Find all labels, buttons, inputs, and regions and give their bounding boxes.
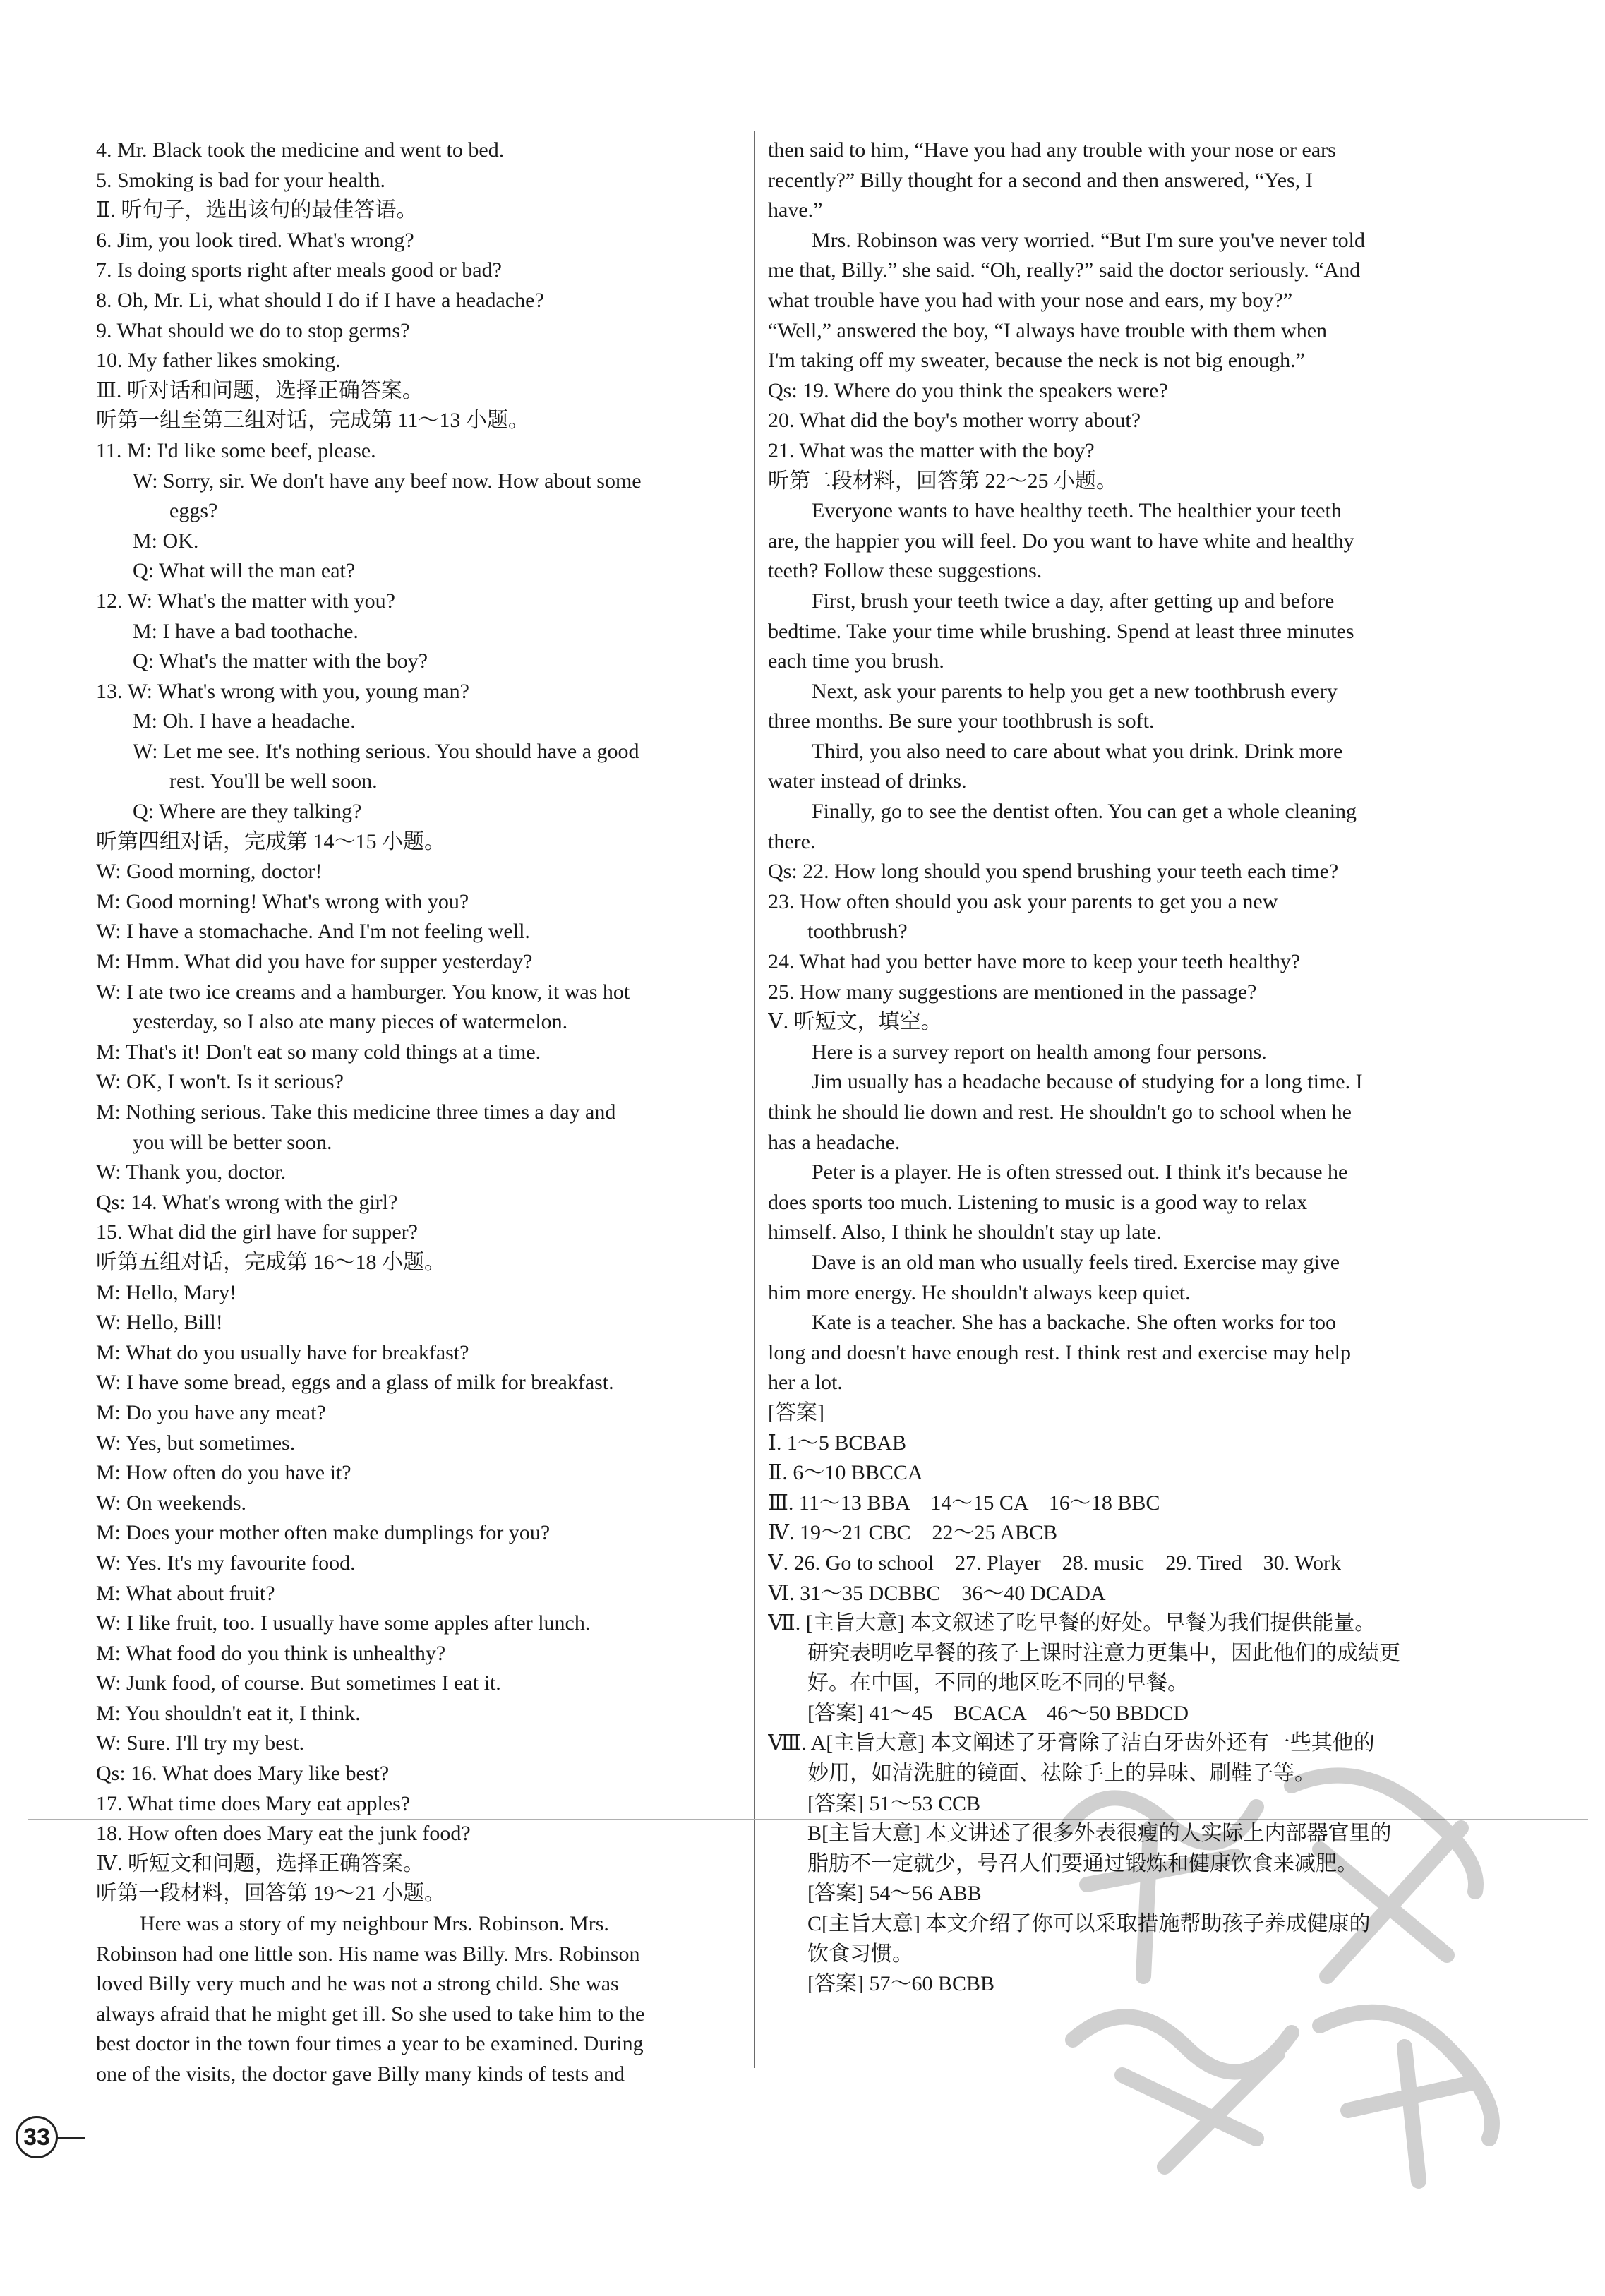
text-line: W: OK, I won't. Is it serious? (96, 1070, 344, 1094)
text-line: 脂肪不一定就少，号召人们要通过锻炼和健康饮食来减肥。 (807, 1851, 1358, 1875)
text-line: M: What do you usually have for breakfast? (96, 1340, 469, 1364)
text-line: Q: What's the matter with the boy? (133, 649, 428, 673)
text-line: teeth? Follow these suggestions. (768, 559, 1042, 583)
text-line: Ⅲ. 11～13 BBA 14～15 CA 16～18 BBC (768, 1491, 1160, 1515)
text-line: 饮食习惯。 (807, 1942, 913, 1966)
text-line: her a lot. (768, 1371, 843, 1395)
text-line: [答案] 54～56 ABB (807, 1882, 982, 1906)
text-line: each time you brush. (768, 649, 944, 673)
text-line: W: Yes, but sometimes. (96, 1431, 296, 1455)
text-line: M: You shouldn't eat it, I think. (96, 1701, 361, 1725)
text-line: M: Hmm. What did you have for supper yesterday? (96, 950, 533, 974)
text-line: 5. Smoking is bad for your health. (96, 168, 385, 192)
text-line: Ⅳ. 听短文和问题，选择正确答案。 (96, 1851, 424, 1875)
text-line: M: Oh. I have a headache. (133, 709, 356, 733)
text-line: loved Billy very much and he was not a strong child. She was (96, 1972, 619, 1996)
text-line: long and doesn't have enough rest. I think rest and exercise may help (768, 1340, 1351, 1364)
text-line: M: What about fruit? (96, 1581, 275, 1605)
text-line: then said to him, “Have you had any trouble with your nose or ears (768, 138, 1336, 162)
text-line: Finally, go to see the dentist often. You can get a whole cleaning (812, 800, 1357, 824)
text-line: W: I have a stomachache. And I'm not feeling well. (96, 920, 530, 944)
text-line: you will be better soon. (133, 1130, 332, 1154)
right-column (768, 136, 1460, 2000)
text-line: 17. What time does Mary eat apples? (96, 1791, 411, 1815)
text-line: W: I ate two ice creams and a hamburger. You know, it was hot (96, 980, 630, 1004)
text-line: has a headache. (768, 1130, 901, 1154)
text-line: M: How often do you have it? (96, 1461, 351, 1485)
text-line: M: Does your mother often make dumplings for you? (96, 1521, 551, 1545)
text-line: 21. What was the matter with the boy? (768, 438, 1095, 462)
text-line: Ⅱ. 6～10 BBCCA (768, 1461, 923, 1485)
text-line: First, brush your teeth twice a day, after getting up and before (812, 589, 1335, 613)
text-line: water instead of drinks. (768, 769, 967, 793)
text-line: 12. W: What's the matter with you? (96, 589, 395, 613)
text-line: 20. What did the boy's mother worry about? (768, 409, 1141, 433)
column-divider (754, 131, 755, 2068)
page-number-rule (56, 2137, 85, 2139)
text-line: are, the happier you will feel. Do you want to have white and healthy (768, 529, 1354, 553)
text-line: W: Let me see. It's nothing serious. You should have a good (133, 739, 639, 763)
text-line: 13. W: What's wrong with you, young man? (96, 679, 469, 703)
text-line: Ⅶ. [主旨大意] 本文叙述了吃早餐的好处。早餐为我们提供能量。 (768, 1611, 1376, 1635)
text-line: B[主旨大意] 本文讲述了很多外表很瘦的人实际上内部器官里的 (807, 1822, 1392, 1846)
text-line: M: Nothing serious. Take this medicine three times a day and (96, 1100, 616, 1124)
text-line: C[主旨大意] 本文介绍了你可以采取措施帮助孩子养成健康的 (807, 1912, 1371, 1936)
text-line: W: Junk food, of course. But sometimes I eat it. (96, 1671, 501, 1695)
text-line: Mrs. Robinson was very worried. “But I'm sure you've never told (812, 228, 1365, 252)
text-line: Ⅰ. 1～5 BCBAB (768, 1431, 907, 1455)
text-line: Robinson had one little son. His name was Billy. Mrs. Robinson (96, 1942, 640, 1966)
text-line: Peter is a player. He is often stressed out. I think it's because he (812, 1160, 1348, 1184)
text-line: W: Thank you, doctor. (96, 1160, 287, 1184)
text-line: Dave is an old man who usually feels tired. Exercise may give (812, 1250, 1340, 1274)
text-line: Kate is a teacher. She has a backache. She often works for too (812, 1311, 1337, 1335)
text-line: 7. Is doing sports right after meals good or bad? (96, 258, 502, 282)
text-line: 好。在中国，不同的地区吃不同的早餐。 (807, 1671, 1189, 1695)
text-line: W: I like fruit, too. I usually have some apples after lunch. (96, 1611, 591, 1635)
text-line: M: What food do you think is unhealthy? (96, 1641, 446, 1665)
text-line: W: On weekends. (96, 1491, 246, 1515)
text-line: Q: Where are they talking? (133, 800, 362, 824)
text-line: Ⅳ. 19～21 CBC 22～25 ABCB (768, 1521, 1058, 1545)
text-line: rest. You'll be well soon. (169, 769, 378, 793)
text-line: himself. Also, I think he shouldn't stay up late. (768, 1220, 1162, 1244)
text-line: M: I have a bad toothache. (133, 619, 359, 643)
text-line: Third, you also need to care about what you drink. Drink more (812, 739, 1343, 763)
text-line: Here was a story of my neighbour Mrs. Robinson. Mrs. (140, 1912, 609, 1936)
text-line: M: OK. (133, 529, 199, 553)
text-line: him more energy. He shouldn't always keep quiet. (768, 1280, 1191, 1304)
page-number: 33 (16, 2116, 58, 2158)
text-line: 18. How often does Mary eat the junk food? (96, 1822, 471, 1846)
text-line: 妙用，如清洗脏的镜面、祛除手上的异味、刷鞋子等。 (807, 1762, 1316, 1786)
text-line: 11. M: I'd like some beef, please. (96, 438, 376, 462)
text-line: there. (768, 829, 816, 853)
text-line: Jim usually has a headache because of studying for a long time. I (812, 1070, 1363, 1094)
text-line: M: Do you have any meat? (96, 1400, 326, 1424)
text-line: Ⅴ. 26. Go to school 27. Player 28. music 29. Tired 30. Work (768, 1551, 1342, 1575)
text-line: [答案] (768, 1400, 824, 1424)
text-line: 听第一段材料，回答第 19～21 小题。 (96, 1882, 445, 1906)
text-line: 23. How often should you ask your parents to get you a new (768, 889, 1278, 913)
text-line: 听第一组至第三组对话，完成第 11～13 小题。 (96, 409, 529, 433)
text-line: Everyone wants to have healthy teeth. The healthier your teeth (812, 499, 1342, 523)
text-line: W: Hello, Bill! (96, 1311, 223, 1335)
text-line: 8. Oh, Mr. Li, what should I do if I have a headache? (96, 288, 544, 312)
text-line: W: I have some bread, eggs and a glass of milk for breakfast. (96, 1371, 614, 1395)
text-line: W: Good morning, doctor! (96, 860, 323, 884)
text-line: W: Yes. It's my favourite food. (96, 1551, 356, 1575)
text-line: best doctor in the town four times a year to be examined. During (96, 2032, 644, 2056)
text-line: 研究表明吃早餐的孩子上课时注意力更集中，因此他们的成绩更 (807, 1641, 1400, 1665)
text-line: “Well,” answered the boy, “I always have trouble with them when (768, 318, 1328, 342)
left-column (96, 136, 745, 2090)
text-line: Next, ask your parents to help you get a new toothbrush every (812, 679, 1338, 703)
text-line: 4. Mr. Black took the medicine and went to bed. (96, 138, 505, 162)
text-line: have.” (768, 198, 823, 222)
text-line: Here is a survey report on health among four persons. (812, 1040, 1267, 1064)
text-line: does sports too much. Listening to music is a good way to relax (768, 1190, 1308, 1214)
text-line: Ⅵ. 31～35 DCBBC 36～40 DCADA (768, 1581, 1106, 1605)
text-line: M: That's it! Don't eat so many cold things at a time. (96, 1040, 541, 1064)
text-line: always afraid that he might get ill. So she used to take him to the (96, 2002, 645, 2026)
text-line: 10. My father likes smoking. (96, 349, 341, 373)
text-line: 24. What had you better have more to keep your teeth healthy? (768, 950, 1301, 974)
text-line: recently?” Billy thought for a second and then answered, “Yes, I (768, 168, 1313, 192)
text-line: 听第二段材料，回答第 22～25 小题。 (768, 469, 1117, 493)
text-line: think he should lie down and rest. He shouldn't go to school when he (768, 1100, 1352, 1124)
text-line: Qs: 14. What's wrong with the girl? (96, 1190, 398, 1214)
text-line: Qs: 19. Where do you think the speakers were? (768, 378, 1168, 402)
text-line: Qs: 16. What does Mary like best? (96, 1762, 390, 1786)
text-line: what trouble have you had with your nose and ears, my boy?” (768, 288, 1293, 312)
text-line: Ⅷ. A[主旨大意] 本文阐述了牙膏除了洁白牙齿外还有一些其他的 (768, 1731, 1375, 1755)
text-line: toothbrush? (807, 920, 908, 944)
text-line: me that, Billy.” she said. “Oh, really?” said the doctor seriously. “And (768, 258, 1361, 282)
text-line: 听第四组对话，完成第 14～15 小题。 (96, 829, 445, 853)
text-line: [答案] 57～60 BCBB (807, 1972, 995, 1996)
text-line: Ⅲ. 听对话和问题，选择正确答案。 (96, 378, 423, 402)
text-line: W: Sorry, sir. We don't have any beef now. How about some (133, 469, 642, 493)
text-line: eggs? (169, 499, 218, 523)
text-line: 6. Jim, you look tired. What's wrong? (96, 228, 414, 252)
text-line: 15. What did the girl have for supper? (96, 1220, 418, 1244)
text-line: 听第五组对话，完成第 16～18 小题。 (96, 1250, 445, 1274)
text-line: Qs: 22. How long should you spend brushing your teeth each time? (768, 860, 1339, 884)
text-line: 9. What should we do to stop germs? (96, 318, 410, 342)
text-line: yesterday, so I also ate many pieces of watermelon. (133, 1010, 568, 1034)
text-line: bedtime. Take your time while brushing. Spend at least three minutes (768, 619, 1354, 643)
text-line: Q: What will the man eat? (133, 559, 356, 583)
text-line: [答案] 41～45 BCACA 46～50 BBDCD (807, 1701, 1189, 1725)
text-line: one of the visits, the doctor gave Billy many kinds of tests and (96, 2062, 625, 2086)
text-line: [答案] 51～53 CCB (807, 1791, 981, 1815)
text-line: M: Hello, Mary! (96, 1280, 237, 1304)
text-line: Ⅴ. 听短文，填空。 (768, 1010, 942, 1034)
text-line: 25. How many suggestions are mentioned in the passage? (768, 980, 1257, 1004)
text-line: I'm taking off my sweater, because the neck is not big enough.” (768, 349, 1305, 373)
text-line: W: Sure. I'll try my best. (96, 1731, 305, 1755)
text-line: M: Good morning! What's wrong with you? (96, 889, 469, 913)
text-line: three months. Be sure your toothbrush is soft. (768, 709, 1155, 733)
text-line: Ⅱ. 听句子，选出该句的最佳答语。 (96, 198, 418, 222)
